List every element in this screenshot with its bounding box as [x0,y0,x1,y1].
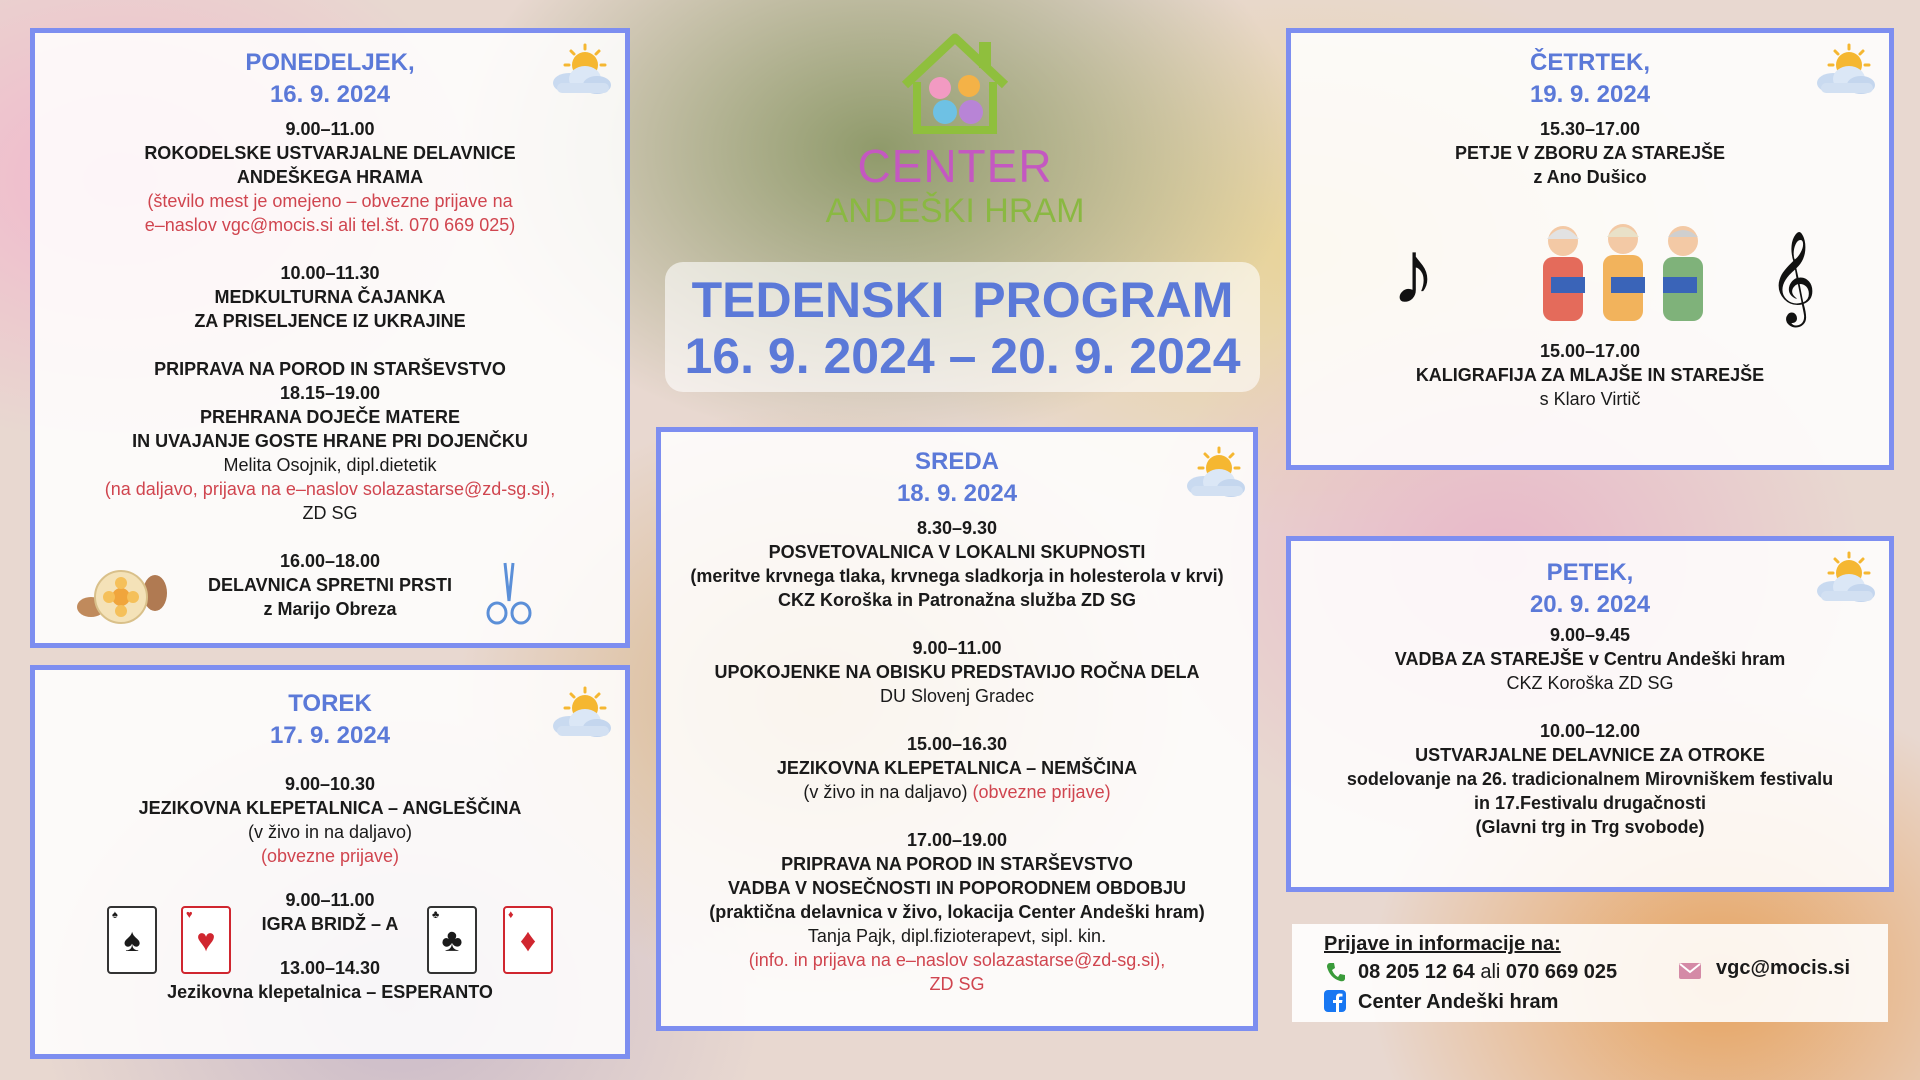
card-spade-icon: ♠ ♠ [107,906,157,974]
sun-cloud-icon [1181,446,1247,502]
event-time: 10.00–11.30 [280,263,380,283]
tuesday-day: TOREK [288,690,372,717]
event-detail: (praktična delavnica v živo, lokacija Center Andeški hram) [709,902,1205,922]
event-time: 9.00–9.45 [1549,625,1631,645]
event-title: UPOKOJENKE NA OBISKU PREDSTAVIJO ROČNA DELA [714,662,1200,682]
event-time: 13.00–14.30 [279,958,381,978]
event-time: 17.00–19.00 [906,830,1008,850]
event-person: z Marijo Obreza [263,599,397,619]
event-mode: (v živo in na daljavo) [803,782,968,802]
logo-house-icon [895,30,1015,140]
logo [820,30,1090,230]
phone-line [1358,960,1617,984]
event-title: PRIPRAVA NA POROD IN STARŠEVSTVO [781,854,1133,874]
event-note: (na daljavo, prijava na e–naslov solazastarse@zd-sg.si), [104,479,556,499]
event-title: PETJE V ZBORU ZA STAREJŠE [1454,143,1726,163]
friday-date: 20. 9. 2024 [1529,591,1651,618]
event-title: DELAVNICA SPRETNI PRSTI [207,575,453,595]
event-title: VADBA ZA STAREJŠE v Centru Andeški hram [1394,649,1786,669]
event-time: 18.15–19.00 [279,383,381,403]
event-note: (število mest je omejeno – obvezne prijave na [147,191,513,211]
event-org: ZD SG [929,974,985,994]
event-title: POSVETOVALNICA V LOKALNI SKUPNOSTI [768,542,1146,562]
monday-panel [30,28,630,648]
phone-number-1[interactable]: 08 205 12 64 [1358,961,1475,983]
event-time: 8.30–9.30 [916,518,998,538]
phone-icon [1326,961,1346,983]
event-org: CKZ Koroška in Patronažna služba ZD SG [777,590,1137,610]
event-mode: (v živo in na daljavo) [247,822,413,842]
event-note: (obvezne prijave) [260,846,400,866]
phone-number-2[interactable]: 070 669 025 [1505,961,1618,983]
event-title: ROKODELSKE USTVARJALNE DELAVNICE [144,143,516,163]
event-title: KALIGRAFIJA ZA MLAJŠE IN STAREJŠE [1415,365,1765,385]
phone-separator: ali [1480,961,1501,983]
tuesday-date: 17. 9. 2024 [269,722,391,749]
event-note: e–naslov vgc@mocis.si ali tel.št. 070 669 025) [144,215,516,235]
event-detail: in 17.Festivalu drugačnosti [1473,793,1707,813]
treble-clef-icon: 𝄞 [1769,232,1817,321]
event-org: CKZ Koroška ZD SG [1506,673,1674,693]
event-person: Tanja Pajk, dipl.fizioterapevt, sipl. kin. [807,926,1107,946]
event-title: JEZIKOVNA KLEPETALNICA – ANGLEŠČINA [138,798,522,818]
event-title: Jezikovna klepetalnica – ESPERANTO [167,982,493,1002]
page-title: TEDENSKI PROGRAM [691,272,1234,328]
crafting-hands-icon [73,563,173,627]
event-time: 10.00–12.00 [1539,721,1641,741]
event-person: s Klaro Virtič [1539,389,1641,409]
contact-box [1292,924,1888,1022]
music-note-icon: ♪ [1391,223,1436,323]
event-title: JEZIKOVNA KLEPETALNICA – NEMŠČINA [776,758,1138,778]
event-detail: sodelovanje na 26. tradicionalnem Mirovniškem festivalu [1346,769,1834,789]
thursday-panel [1286,28,1894,470]
event-time: 15.00–17.00 [1539,341,1641,361]
card-heart-icon: ♥ ♥ [181,906,231,974]
tuesday-panel [30,665,630,1059]
event-title: IGRA BRIDŽ – A [261,914,399,934]
event-heading: PRIPRAVA NA POROD IN STARŠEVSTVO [154,359,506,379]
friday-day: PETEK, [1546,559,1634,586]
event-time: 16.00–18.00 [279,551,381,571]
wednesday-day: SREDA [914,448,999,475]
logo-line2: ANDEŠKI HRAM [825,192,1085,230]
event-title: PREHRANA DOJEČE MATERE [199,407,461,427]
email-link[interactable]: vgc@mocis.si [1716,957,1851,979]
sun-cloud-icon [547,686,613,742]
sun-cloud-icon [547,43,613,99]
card-club-icon: ♣ ♣ [427,906,477,974]
friday-panel [1286,536,1894,892]
event-mode-line [661,780,1253,804]
event-detail: (Glavni trg in Trg svobode) [1475,817,1705,837]
page-date-range: 16. 9. 2024 – 20. 9. 2024 [684,328,1241,384]
event-title: MEDKULTURNA ČAJANKA [214,287,446,307]
event-person: z Ano Dušico [1533,167,1647,187]
event-time: 9.00–11.00 [912,638,1002,658]
contact-heading: Prijave in informacije na: [1324,933,1561,955]
event-title: ANDEŠKEGA HRAMA [236,167,424,187]
thursday-day: ČETRTEK, [1530,49,1650,76]
sun-cloud-icon [1811,43,1877,99]
email-icon [1678,962,1702,980]
event-time: 15.30–17.00 [1539,119,1641,139]
monday-date: 16. 9. 2024 [269,81,391,108]
event-time: 9.00–11.00 [285,890,375,910]
wednesday-date: 18. 9. 2024 [896,480,1018,507]
sun-cloud-icon [1811,551,1877,607]
scissors-icon [483,561,533,627]
event-title: VADBA V NOSEČNOSTI IN POPORODNEM OBDOBJU [727,878,1187,898]
event-title: IN UVAJANJE GOSTE HRANE PRI DOJENČKU [132,431,528,451]
event-person: Melita Osojnik, dipl.dietetik [223,455,437,475]
event-time: 15.00–16.30 [906,734,1008,754]
event-title: ZA PRISELJENCE IZ UKRAJINE [194,311,466,331]
wednesday-panel [656,427,1258,1031]
title-box [665,262,1260,392]
event-title: USTVARJALNE DELAVNICE ZA OTROKE [1415,745,1765,765]
event-time: 9.00–10.30 [284,774,376,794]
card-diamond-icon: ♦ ♦ [503,906,553,974]
logo-line1: CENTER [857,140,1053,192]
event-detail: (meritve krvnega tlaka, krvnega sladkorja in holesterola v krvi) [690,566,1224,586]
event-note: (info. in prijava na e–naslov solazastarse@zd-sg.si), [748,950,1166,970]
facebook-link[interactable]: Center Andeški hram [1358,991,1559,1013]
monday-day: PONEDELJEK, [245,49,415,76]
event-time: 9.00–11.00 [285,119,375,139]
choir-singers-icon [1523,217,1723,327]
event-org: DU Slovenj Gradec [879,686,1035,706]
event-note: (obvezne prijave) [972,782,1111,802]
event-org: ZD SG [302,503,358,523]
thursday-date: 19. 9. 2024 [1529,81,1651,108]
facebook-icon [1324,990,1346,1012]
